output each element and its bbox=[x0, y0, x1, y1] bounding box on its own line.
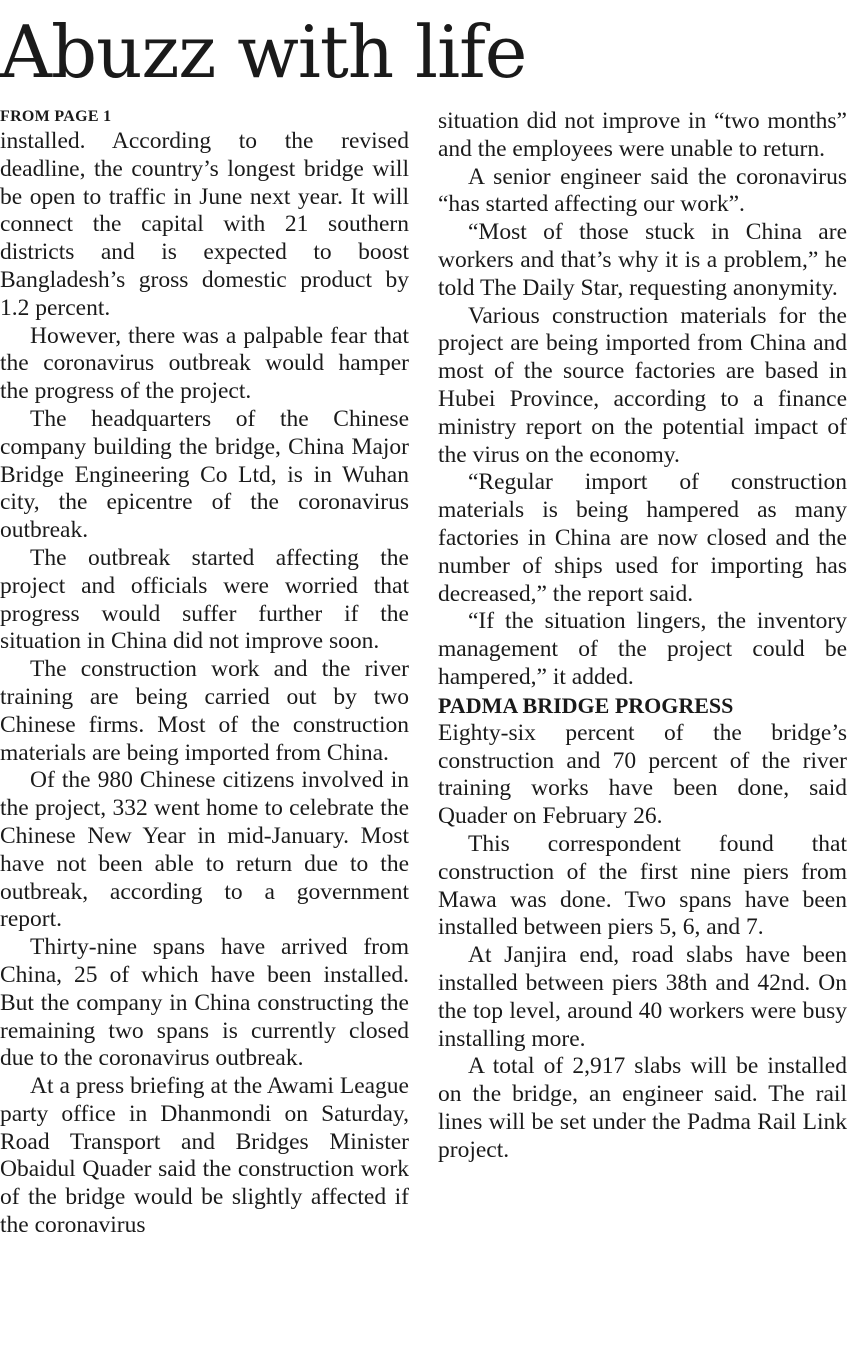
paragraph: A total of 2,917 slabs will be installed on the bridge, an engineer said. The rail lines will be set under the Padma Rail Link project. bbox=[438, 1053, 847, 1163]
paragraph: This correspondent found that construction of the first nine piers from Mawa was done. Two spans have been installed between piers 5, 6, and 7. bbox=[438, 830, 847, 941]
paragraph: At a press briefing at the Awami League party office in Dhanmondi on Saturday, Road Transport and Bridges Minister Obaidul Quader said the construction work of the bridge would be slightly affected if the coronavirus bbox=[0, 1073, 409, 1239]
paragraph: The headquarters of the Chinese company building the bridge, China Major Bridge Engineering Co Ltd, is in Wuhan city, the epicentre of the coronavirus outbreak. bbox=[0, 405, 409, 544]
paragraph: “Regular import of construction materials is being hampered as many factories in China are now closed and the number of ships used for importing has decreased,” the report said. bbox=[438, 469, 847, 607]
paragraph: Various construction materials for the project are being imported from China and most of the source factories are based in Hubei Province, according to a finance ministry report on the potential impact of the virus on the economy. bbox=[438, 302, 847, 468]
paragraph: Thirty-nine spans have arrived from China, 25 of which have been installed. But the company in China constructing the remaining two spans is currently closed due to the coronavirus outbreak. bbox=[0, 934, 409, 1072]
paragraph: At Janjira end, road slabs have been installed between piers 38th and 42nd. On the top level, around 40 workers were busy installing more. bbox=[438, 942, 847, 1052]
article-column-left bbox=[0, 106, 409, 1240]
paragraph: A senior engineer said the coronavirus “has started affecting our work”. bbox=[438, 163, 847, 218]
article-column-right bbox=[438, 108, 847, 1164]
paragraph: The construction work and the river training are being carried out by two Chinese firms. Most of the construction materials are being imported from China. bbox=[0, 656, 409, 766]
headline: Abuzz with life bbox=[0, 10, 527, 94]
paragraph: installed. According to the revised deadline, the country’s longest bridge will be open to traffic in June next year. It will connect the capital with 21 southern districts and is expected to boost Bangladesh’s gross domestic product by 1.2 percent. bbox=[0, 128, 409, 321]
paragraph: “If the situation lingers, the inventory management of the project could be hampered,” it added. bbox=[438, 608, 847, 690]
paragraph: However, there was a palpable fear that the coronavirus outbreak would hamper the progress of the project. bbox=[0, 322, 409, 405]
continuation-kicker: FROM PAGE 1 bbox=[0, 108, 112, 125]
paragraph: “Most of those stuck in China are workers and that’s why it is a problem,” he told The Daily Star, requesting anonymity. bbox=[438, 219, 847, 301]
section-subhead: PADMA BRIDGE PROGRESS bbox=[438, 692, 734, 718]
paragraph: The outbreak started affecting the project and officials were worried that progress would suffer further if the situation in China did not improve soon. bbox=[0, 544, 409, 655]
paragraph: Of the 980 Chinese citizens involved in the project, 332 went home to celebrate the Chinese New Year in mid-January. Most have not been able to return due to the outbreak, according to a government report. bbox=[0, 767, 409, 933]
paragraph: situation did not improve in “two months” and the employees were unable to return. bbox=[438, 108, 847, 162]
paragraph: Eighty-six percent of the bridge’s construction and 70 percent of the river training works have been done, said Quader on February 26. bbox=[438, 719, 847, 830]
